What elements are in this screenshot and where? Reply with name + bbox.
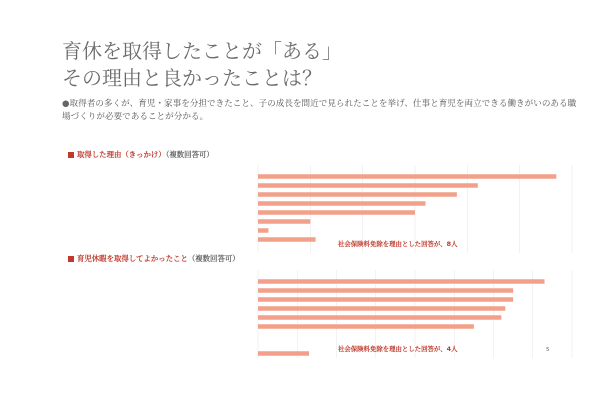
bar bbox=[258, 228, 268, 233]
bullet-icon: ● bbox=[62, 99, 70, 109]
bar bbox=[258, 183, 478, 188]
summary-text bbox=[62, 98, 582, 124]
chart-reasons bbox=[0, 155, 600, 255]
chart1-title: 取得した理由（きっかけ） bbox=[77, 150, 166, 159]
bar bbox=[258, 324, 474, 329]
bar bbox=[258, 315, 501, 320]
bar bbox=[258, 201, 425, 206]
chart-benefits bbox=[0, 260, 600, 360]
bar bbox=[258, 288, 513, 293]
bar bbox=[258, 306, 505, 311]
summary-body: 取得者の多くが、育児・家事を分担できたこと、子の成長を間近で見られたことを挙げ、仕事と育児を両立できる働きがいのある職場づくりが必要であることが分かる。 bbox=[62, 99, 577, 122]
chart-annotation: 社会保険料免除を理由とした回答が、4人 bbox=[338, 345, 458, 353]
bar bbox=[258, 297, 513, 302]
bar bbox=[258, 279, 545, 284]
title-line-1: 育休を取得したことが「ある」 bbox=[62, 39, 342, 63]
bar bbox=[258, 351, 309, 356]
chart1-title-note: （複数回答可） bbox=[165, 150, 214, 159]
chart-annotation: 社会保険料免除を理由とした回答が、8人 bbox=[338, 240, 458, 248]
bar bbox=[258, 210, 415, 215]
title-line-2: その理由と良かったことは？ bbox=[62, 66, 322, 90]
side-mark: 5 bbox=[546, 347, 550, 353]
bar bbox=[258, 174, 556, 179]
page-title bbox=[62, 38, 542, 92]
chart2-title: 育児休暇を取得してよかったこと bbox=[77, 254, 188, 263]
chart2-title-note: （複数回答可） bbox=[187, 254, 240, 263]
bar bbox=[258, 219, 310, 224]
bar bbox=[258, 192, 457, 197]
bar bbox=[258, 237, 316, 242]
